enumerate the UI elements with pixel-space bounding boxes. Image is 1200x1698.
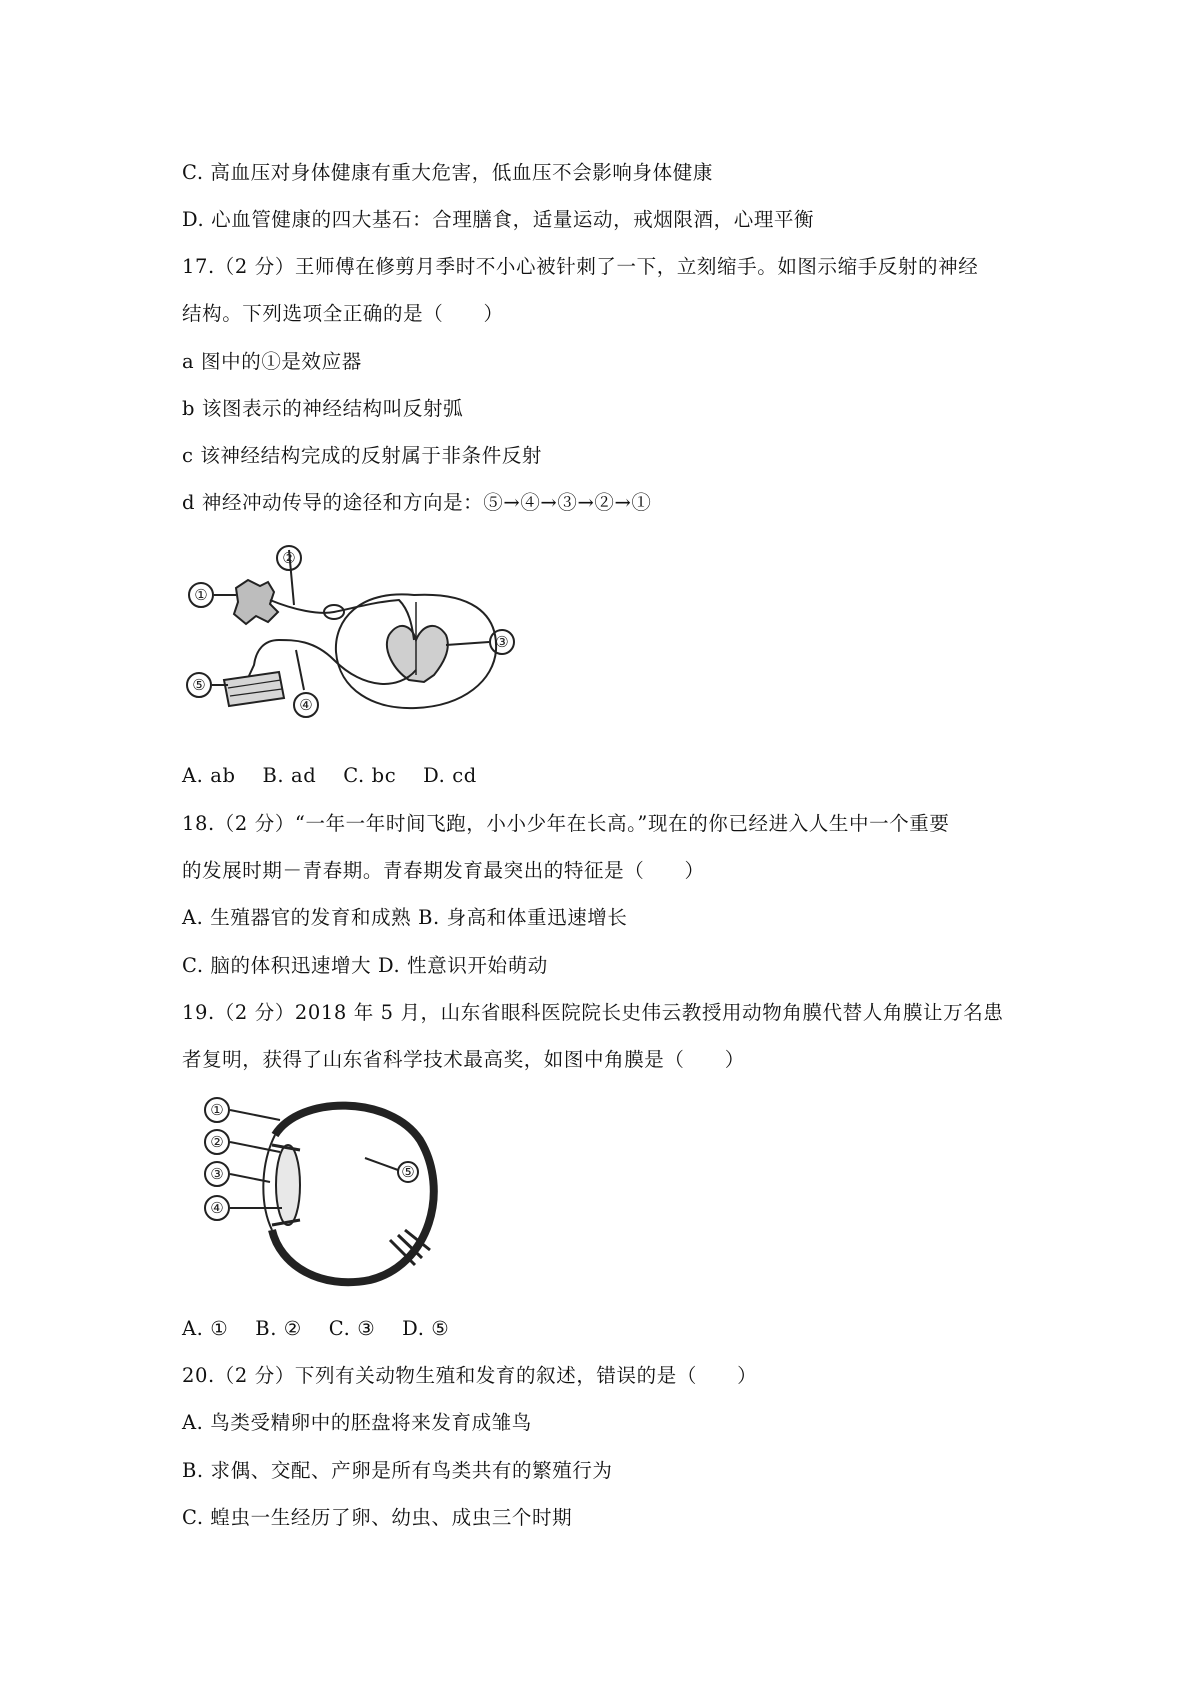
q20-option-c: C. 蝗虫一生经历了卵、幼虫、成虫三个时期: [182, 1506, 573, 1529]
q16-option-c: C. 高血压对身体健康有重大危害，低血压不会影响身体健康: [182, 161, 713, 184]
figure-label-1: ①: [194, 586, 208, 604]
figure-label-1: ①: [210, 1101, 224, 1119]
q18-options-line1: A. 生殖器官的发育和成熟 B. 身高和体重迅速增长: [182, 906, 628, 929]
q17-statement-d: d 神经冲动传导的途径和方向是：⑤→④→③→②→①: [182, 491, 652, 514]
lens: [276, 1145, 300, 1225]
effector-muscle: [224, 672, 284, 706]
figure-label-4: ④: [210, 1199, 224, 1217]
q20-option-b: B. 求偶、交配、产卵是所有鸟类共有的繁殖行为: [182, 1459, 613, 1482]
q17-stem-line2: 结构。下列选项全正确的是（ ）: [182, 302, 504, 325]
figure-label-5: ⑤: [192, 676, 206, 694]
label-line-5: [365, 1158, 398, 1170]
reflex-arc-diagram: [184, 540, 524, 730]
eyeball-diagram: [200, 1090, 450, 1290]
q18-stem-line1: 18.（2 分）“一年一年时间飞跑，小小少年在长高。”现在的你已经进入人生中一个重要: [182, 812, 950, 835]
eye-figure: [200, 1090, 450, 1290]
q17-statement-b: b 该图表示的神经结构叫反射弧: [182, 397, 464, 420]
q18-stem-line2: 的发展时期－青春期。青春期发育最突出的特征是（ ）: [182, 859, 705, 882]
figure-label-5: ⑤: [401, 1163, 415, 1181]
q18-options-line2: C. 脑的体积迅速增大 D. 性意识开始萌动: [182, 954, 548, 977]
label-line-1: [230, 1110, 280, 1120]
q17-statement-a: a 图中的①是效应器: [182, 350, 362, 373]
figure-label-3: ③: [495, 633, 509, 651]
figure-label-4: ④: [299, 696, 313, 714]
q17-statement-c: c 该神经结构完成的反射属于非条件反射: [182, 444, 543, 467]
q17-options: A. ab B. ad C. bc D. cd: [182, 764, 477, 787]
figure-label-3: ③: [210, 1165, 224, 1183]
q19-stem-line1: 19.（2 分）2018 年 5 月，山东省眼科医院院长史伟云教授用动物角膜代替人角膜让万名患: [182, 1001, 1004, 1024]
q16-option-d: D. 心血管健康的四大基石：合理膳食，适量运动，戒烟限酒，心理平衡: [182, 208, 815, 231]
gray-matter: [387, 626, 448, 682]
receptor-skin: [234, 580, 278, 624]
figure-label-2: ②: [282, 549, 296, 567]
figure-label-2: ②: [210, 1133, 224, 1151]
label-line-4: [296, 650, 304, 690]
reflex-arc-figure: [184, 540, 524, 730]
q20-option-a: A. 鸟类受精卵中的胚盘将来发育成雏鸟: [182, 1411, 532, 1434]
q19-stem-line2: 者复明，获得了山东省科学技术最高奖，如图中角膜是（ ）: [182, 1048, 745, 1071]
label-line-3: [446, 642, 489, 645]
q19-options: A. ① B. ② C. ③ D. ⑤: [182, 1317, 450, 1340]
q17-stem-line1: 17.（2 分）王师傅在修剪月季时不小心被针刺了一下，立刻缩手。如图示缩手反射的神经: [182, 255, 979, 278]
q20-stem: 20.（2 分）下列有关动物生殖和发育的叙述，错误的是（ ）: [182, 1364, 758, 1387]
label-line-2: [230, 1142, 280, 1152]
